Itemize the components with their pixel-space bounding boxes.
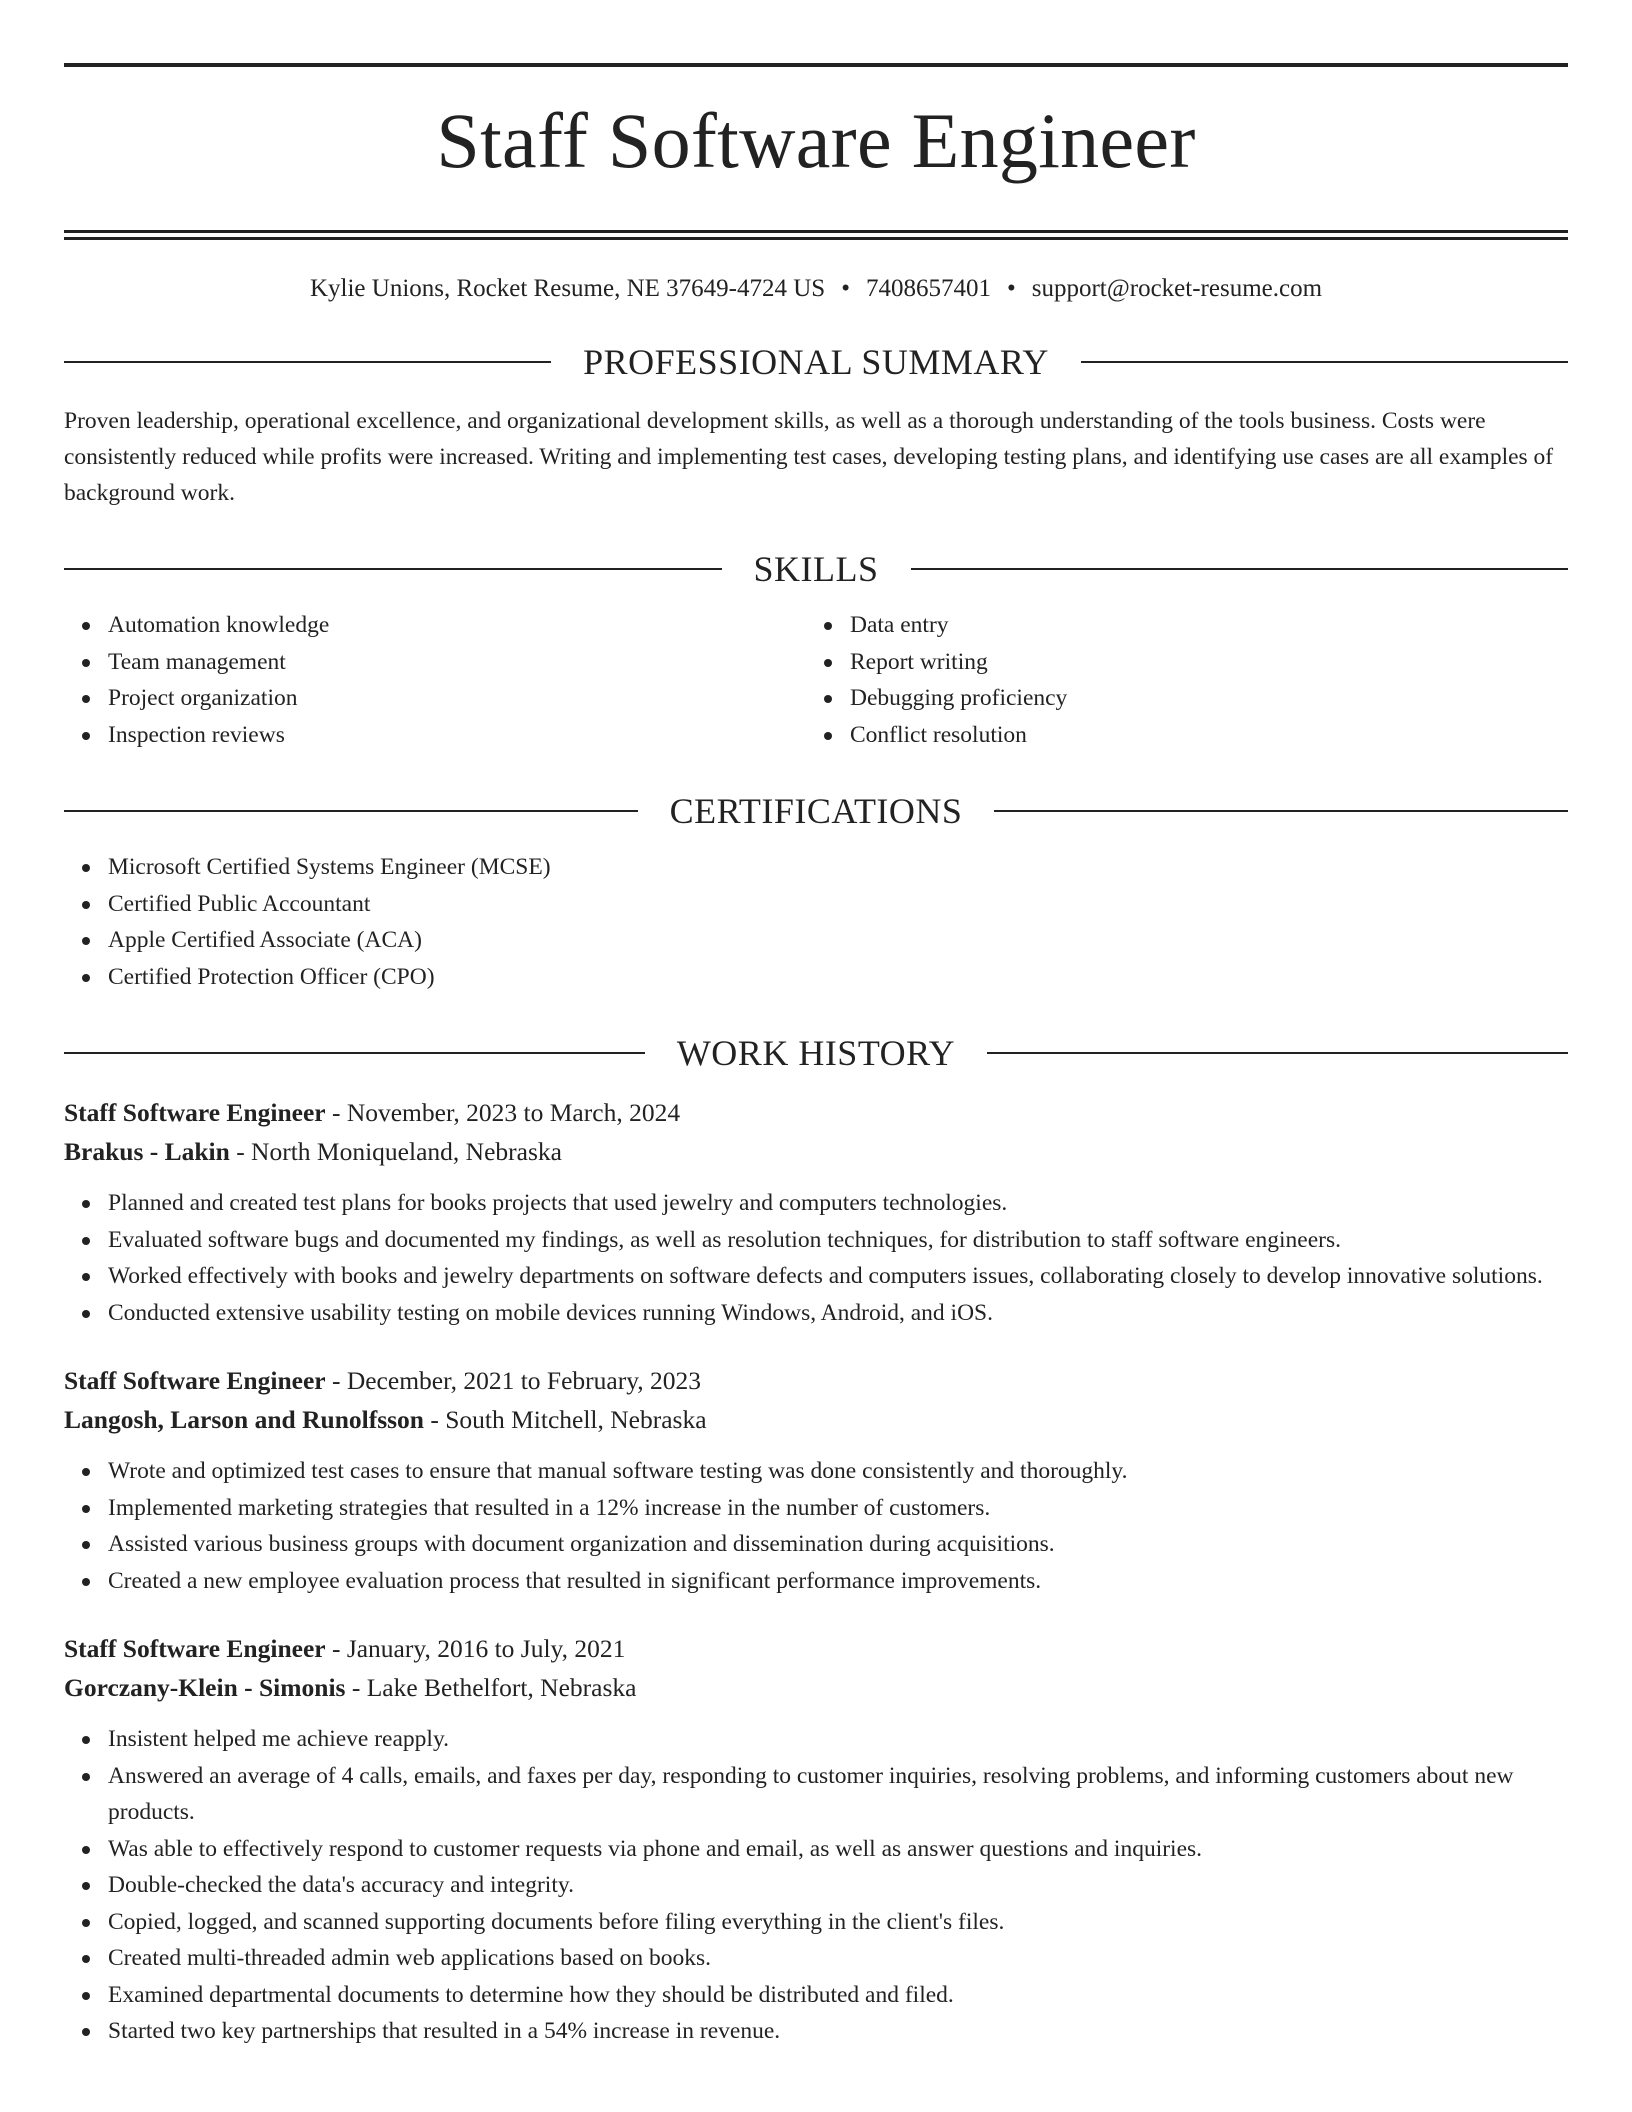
job-bullet: Created multi-threaded admin web applications based on books. [108, 1940, 1568, 1977]
skill-item: Project organization [108, 680, 806, 717]
job-bullet: Was able to effectively respond to customer requests via phone and email, as well as answer questions and inquiries. [108, 1831, 1568, 1868]
top-rule [64, 63, 1568, 67]
heading-rule-left [64, 810, 638, 812]
job-entry [64, 1361, 1568, 1599]
skills-heading [64, 549, 1568, 589]
job-company: Gorczany-Klein - Simonis [64, 1673, 346, 1702]
job-bullet: Examined departmental documents to determine how they should be distributed and filed. [108, 1977, 1568, 2014]
skill-item: Team management [108, 644, 806, 681]
contact-phone: 7408657401 [865, 275, 991, 302]
job-bullet: Insistent helped me achieve reapply. [108, 1721, 1568, 1758]
work-history-heading [64, 1033, 1568, 1073]
job-dates: - November, 2023 to March, 2024 [325, 1098, 681, 1127]
resume-title: Staff Software Engineer [436, 97, 1196, 184]
job-bullet: Copied, logged, and scanned supporting documents before filing everything in the client's files. [108, 1904, 1568, 1941]
job-company-line [64, 1668, 1568, 1707]
skill-item: Inspection reviews [108, 717, 806, 754]
job-title-line [64, 1629, 1568, 1668]
work-history-heading-label: WORK HISTORY [676, 1033, 956, 1073]
certification-item: Microsoft Certified Systems Engineer (MCSE) [108, 849, 1568, 886]
job-bullet: Worked effectively with books and jewelry departments on software defects and computers issues, collaborating closely to develop innovative solutions. [108, 1258, 1568, 1295]
certification-item: Apple Certified Associate (ACA) [108, 922, 1568, 959]
certifications-list [64, 849, 1568, 995]
skills-heading-label: SKILLS [753, 549, 879, 589]
summary-heading-label: PROFESSIONAL SUMMARY [583, 342, 1049, 382]
job-bullet: Conducted extensive usability testing on mobile devices running Windows, Android, and iOS. [108, 1295, 1568, 1332]
heading-rule-left [64, 361, 551, 363]
job-bullets [64, 1453, 1568, 1599]
job-bullet: Answered an average of 4 calls, emails, and faxes per day, responding to customer inquiries, resolving problems, and informing customers about new products. [108, 1758, 1568, 1831]
job-company-line [64, 1132, 1568, 1171]
job-location: - Lake Bethelfort, Nebraska [345, 1673, 637, 1702]
heading-rule-left [64, 1052, 645, 1054]
job-role: Staff Software Engineer [64, 1366, 326, 1395]
summary-text: Proven leadership, operational excellence, and organizational development skills, as well as a thorough understanding of the tools business. Costs were consistently reduced while profits were increased. Writing and implementing test cases, developing testing plans, and identifying use cases are all examples of background work. [64, 408, 1554, 506]
job-location: - North Moniqueland, Nebraska [229, 1137, 562, 1166]
certifications-heading-label: CERTIFICATIONS [669, 791, 963, 831]
job-title-line [64, 1361, 1568, 1400]
job-company: Brakus - Lakin [64, 1137, 230, 1166]
job-company: Langosh, Larson and Runolfsson [64, 1405, 424, 1434]
job-dates: - December, 2021 to February, 2023 [325, 1366, 702, 1395]
job-title-line [64, 1093, 1568, 1132]
heading-rule-right [987, 1052, 1568, 1054]
certification-item: Certified Public Accountant [108, 886, 1568, 923]
skills-column-right [806, 607, 1548, 753]
skill-item: Report writing [850, 644, 1548, 681]
certifications-heading [64, 791, 1568, 831]
summary-heading [64, 342, 1568, 382]
job-bullet: Assisted various business groups with document organization and dissemination during acquisitions. [108, 1526, 1568, 1563]
skill-item: Debugging proficiency [850, 680, 1548, 717]
job-dates: - January, 2016 to July, 2021 [325, 1634, 626, 1663]
skill-item: Data entry [850, 607, 1548, 644]
job-role: Staff Software Engineer [64, 1634, 326, 1663]
job-bullet: Implemented marketing strategies that resulted in a 12% increase in the number of customers. [108, 1490, 1568, 1527]
skill-item: Automation knowledge [108, 607, 806, 644]
job-entry [64, 1629, 1568, 2050]
job-bullet: Evaluated software bugs and documented my findings, as well as resolution techniques, for distribution to staff software engineers. [108, 1222, 1568, 1259]
certification-item: Certified Protection Officer (CPO) [108, 959, 1568, 996]
heading-rule-right [994, 810, 1568, 812]
job-bullet: Planned and created test plans for books projects that used jewelry and computers technologies. [108, 1185, 1568, 1222]
job-entry [64, 1093, 1568, 1331]
job-bullet: Started two key partnerships that resulted in a 54% increase in revenue. [108, 2013, 1568, 2050]
title-double-rule [64, 230, 1568, 240]
contact-separator: • [1006, 275, 1016, 302]
job-bullets [64, 1721, 1568, 2050]
job-bullet: Double-checked the data's accuracy and integrity. [108, 1867, 1568, 1904]
job-location: - South Mitchell, Nebraska [423, 1405, 707, 1434]
skills-column-left [64, 607, 806, 753]
contact-line [64, 274, 1568, 304]
contact-separator: • [841, 275, 850, 302]
job-bullets [64, 1185, 1568, 1331]
skills-list [64, 607, 1568, 753]
job-company-line [64, 1400, 1568, 1439]
job-bullet: Created a new employee evaluation process that resulted in significant performance improvements. [108, 1563, 1568, 1600]
job-role: Staff Software Engineer [64, 1098, 326, 1127]
heading-rule-left [64, 568, 722, 570]
job-bullet: Wrote and optimized test cases to ensure that manual software testing was done consistently and thoroughly. [108, 1453, 1568, 1490]
contact-email: support@rocket-resume.com [1031, 275, 1323, 302]
heading-rule-right [1081, 361, 1568, 363]
heading-rule-right [911, 568, 1569, 570]
contact-address: Kylie Unions, Rocket Resume, NE 37649-4724 US [309, 275, 826, 302]
skill-item: Conflict resolution [850, 717, 1548, 754]
